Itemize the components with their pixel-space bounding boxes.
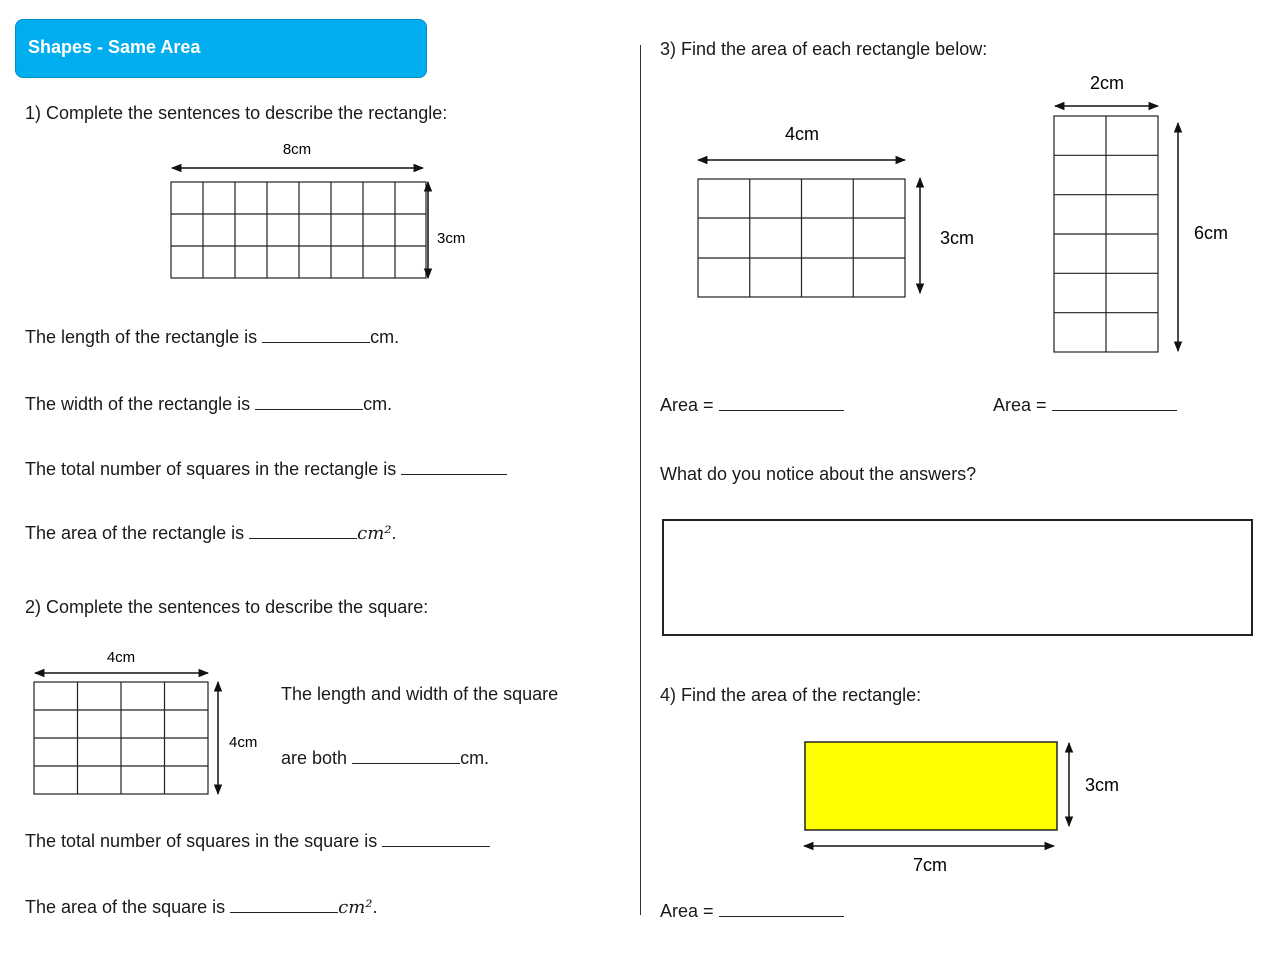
q3-rect-b-diagram — [1045, 65, 1260, 360]
q3b-area-line: Area = — [993, 395, 1177, 416]
q3a-width-label: 3cm — [940, 228, 975, 248]
q2-square-diagram — [25, 645, 275, 805]
q4-heading: 4) Find the area of the rectangle: — [660, 685, 922, 705]
q2-line2: are both cm. — [281, 748, 490, 768]
q4-yellow-rectangle — [805, 742, 1057, 830]
q1-heading: 1) Complete the sentences to describe the rectangle: — [25, 103, 448, 123]
q3b-area-blank[interactable] — [1052, 409, 1177, 411]
q2-length-label: 4cm — [106, 649, 136, 666]
q3b-width-label: 6cm — [1194, 223, 1229, 243]
q1-width-blank[interactable] — [255, 408, 363, 410]
q1-total-blank[interactable] — [401, 473, 507, 475]
q2-total-sentence: The total number of squares in the square is — [25, 831, 490, 852]
q3b-grid — [1054, 116, 1158, 352]
q2-grid — [34, 682, 208, 794]
q1-length-sentence: The length of the rectangle is cm. — [25, 327, 400, 347]
q3b-length-label: 2cm — [1089, 73, 1125, 93]
q1-width-label: 3cm — [437, 230, 466, 247]
q3-heading: 3) Find the area of each rectangle below: — [660, 39, 988, 59]
q1-grid — [171, 182, 426, 278]
q1-area-blank[interactable] — [249, 537, 357, 539]
q2-width-label: 4cm — [229, 734, 258, 751]
page-title: Shapes - Same Area — [28, 37, 201, 57]
q1-area-sentence: The area of the rectangle is cm². — [25, 523, 397, 544]
q3-notice-question: What do you notice about the answers? — [660, 464, 977, 484]
q1-length-label: 8cm — [282, 141, 312, 158]
q4-width-label: 3cm — [1085, 775, 1120, 795]
q2-side-blank[interactable] — [352, 762, 460, 764]
q2-area-sentence: The area of the square is cm². — [25, 897, 378, 918]
q4-length-label: 7cm — [912, 855, 948, 875]
q3a-area-blank[interactable] — [719, 409, 844, 411]
q2-line1: The length and width of the square — [281, 684, 559, 704]
q3a-grid — [698, 179, 905, 297]
q1-total-sentence: The total number of squares in the rectangle is — [25, 459, 507, 480]
q4-rectangle-diagram — [790, 730, 1150, 880]
q4-area-blank[interactable] — [719, 915, 844, 917]
q3-rect-a-diagram — [680, 115, 1000, 315]
q1-rectangle-diagram — [160, 138, 480, 288]
q1-width-sentence: The width of the rectangle is cm. — [25, 394, 393, 414]
q3a-length-label: 4cm — [784, 124, 820, 144]
q2-area-blank[interactable] — [230, 911, 338, 913]
q3-answer-box[interactable] — [662, 519, 1253, 636]
column-divider — [640, 45, 641, 915]
q3a-area-line: Area = — [660, 395, 844, 416]
q1-length-blank[interactable] — [262, 341, 370, 343]
q2-heading: 2) Complete the sentences to describe the square: — [25, 597, 429, 617]
q2-total-blank[interactable] — [382, 845, 490, 847]
title-banner — [15, 19, 427, 78]
q4-area-line: Area = — [660, 901, 844, 922]
